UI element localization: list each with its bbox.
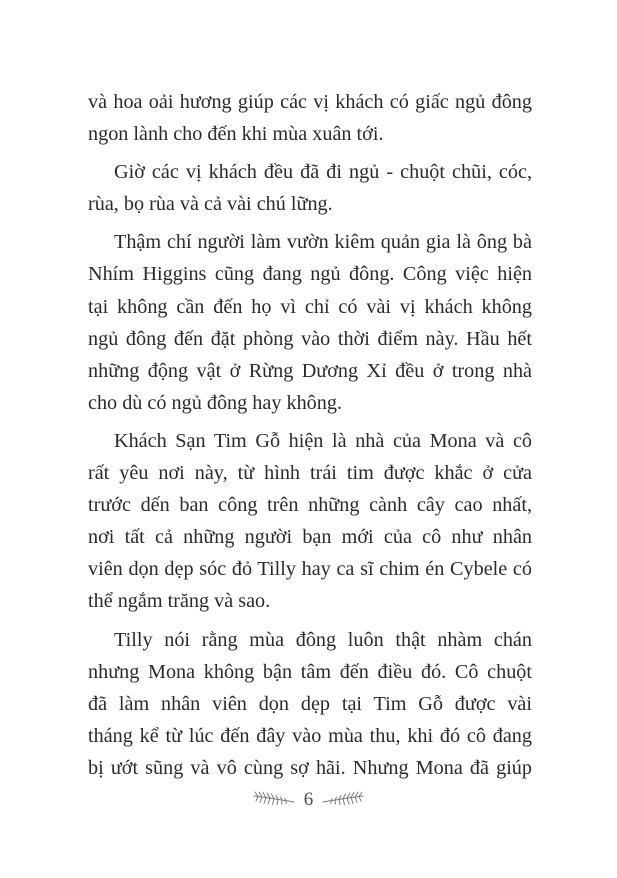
text-line: và hoa oải hương giúp các vị khách có giấc ngủ đông [88,91,532,113]
text-line: tháng kể từ lúc đến đây vào mùa thu, khi đó cô đang [88,724,532,747]
text-line: rùa, bọ rùa và cả vài chú lững. [88,193,333,216]
paragraph-2 [88,156,532,220]
text-line: Giờ các vị khách đều đã đi ngủ - chuột chũi, cóc, [114,161,532,184]
fern-leaf-icon [252,790,296,808]
fern-leaf-icon [321,790,365,808]
text-line: rất yêu nơi này, từ hình trái tim được khắc ở cửa [88,462,532,485]
text-line: Khách Sạn Tim Gỗ hiện là nhà của Mona và cô [114,429,532,452]
page-footer [0,786,617,812]
text-line: Nhím Higgins cũng đang ngủ đông. Công việc hiện [88,263,532,286]
text-line: thể ngắm trăng và sao. [88,590,271,613]
text-line: ngon lành cho đến khi mùa xuân tới. [88,123,384,146]
paragraph-3 [88,226,532,419]
paragraph-5 [88,624,532,784]
text-line: nhưng Mona không bận tâm đến điều đó. Cô chuột [88,660,532,683]
paragraph-1 [88,86,532,150]
text-line: bị ướt sũng và vô cùng sợ hãi. Nhưng Mona đã giúp [88,756,532,779]
text-line: Tilly nói rằng mùa đông luôn thật nhàm chán [114,628,532,651]
text-line: những động vật ở Rừng Dương Xỉ đều ở trong nhà [88,359,532,382]
paragraph-4 [88,425,532,618]
text-line: đã làm nhân viên dọn dẹp tại Tim Gỗ được vài [88,692,532,715]
text-line: viên dọn dẹp sóc đỏ Tilly hay ca sĩ chim én Cybele có [88,558,532,581]
text-line: trước dến ban công trên những cành cây cao nhất, [88,494,532,517]
page-body [88,86,532,784]
text-line: nơi tất cả những người bạn mới của cô như nhân [88,526,532,549]
page-number: 6 [303,788,314,810]
text-line: tại không cần đến họ vì chỉ có vài vị khách không [88,295,532,318]
text-line: Thậm chí người làm vườn kiêm quản gia là ông bà [114,231,532,254]
text-line: cho dù có ngủ đông hay không. [88,391,342,414]
text-line: ngủ đông đến đặt phòng vào thời điểm này. Hầu hết [88,327,532,350]
